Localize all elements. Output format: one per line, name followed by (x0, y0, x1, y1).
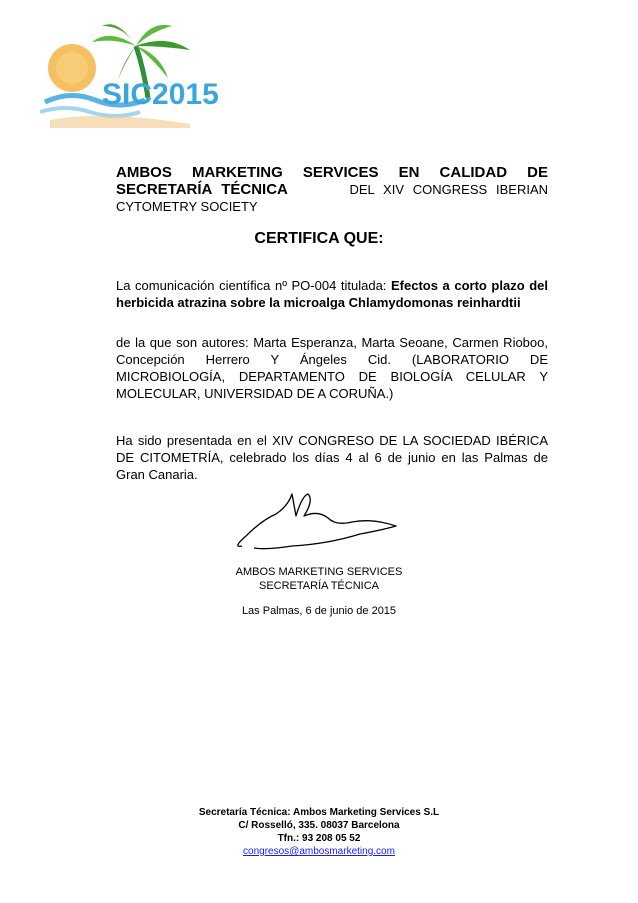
congress-logo (40, 20, 220, 130)
footer-line-2: C/ Rosselló, 335. 08037 Barcelona (238, 820, 400, 831)
handwritten-signature (232, 486, 412, 556)
logo-text: SIC2015 (102, 78, 219, 111)
signer-name: AMBOS MARKETING SERVICES (235, 566, 403, 578)
heading-line-1: AMBOS MARKETING SERVICES EN CALIDAD DE (116, 164, 548, 181)
communication-title: Efectos a corto plazo del herbicida atrazina sobre la microalga Chlamydomonas reinhardtii (116, 278, 548, 310)
palm-sun-logo-icon (40, 20, 220, 130)
footer (0, 806, 638, 858)
communication-paragraph (116, 277, 548, 311)
communication-prefix: La comunicación científica nº PO-004 titulada: (116, 278, 391, 293)
footer-email-link[interactable]: congresos@ambosmarketing.com (243, 846, 395, 857)
authors-paragraph: de la que son autores: Marta Esperanza, Marta Seoane, Carmen Rioboo, Concepción Herrero Y Ángeles Cid. (LABORATORIO DE MICROBIOLOGÍA, DEPARTAMENTO DE BIOLOGÍA CELULAR Y MOLECULAR, UNIVERSIDAD DE A CORUÑA.) (116, 335, 548, 401)
heading-bold-secretaria: SECRETARÍA TÉCNICA (116, 181, 288, 198)
heading-line-3: CYTOMETRY SOCIETY (116, 199, 258, 214)
place-date: Las Palmas, 6 de junio de 2015 (241, 605, 397, 617)
presentation-paragraph: Ha sido presentada en el XIV CONGRESO DE LA SOCIEDAD IBÉRICA DE CITOMETRÍA, celebrado los días 4 al 6 de junio en las Palmas de Gran Canaria. (116, 433, 548, 482)
certifica-title: CERTIFICA QUE: (254, 230, 384, 247)
issuer-heading (116, 164, 548, 215)
signer-role: SECRETARÍA TÉCNICA (258, 580, 379, 592)
footer-line-3: Tfn.: 93 208 05 52 (277, 833, 361, 844)
heading-line-2-rest: DEL XIV CONGRESS IBERIAN (349, 182, 548, 197)
footer-line-1: Secretaría Técnica: Ambos Marketing Services S.L (198, 807, 440, 818)
